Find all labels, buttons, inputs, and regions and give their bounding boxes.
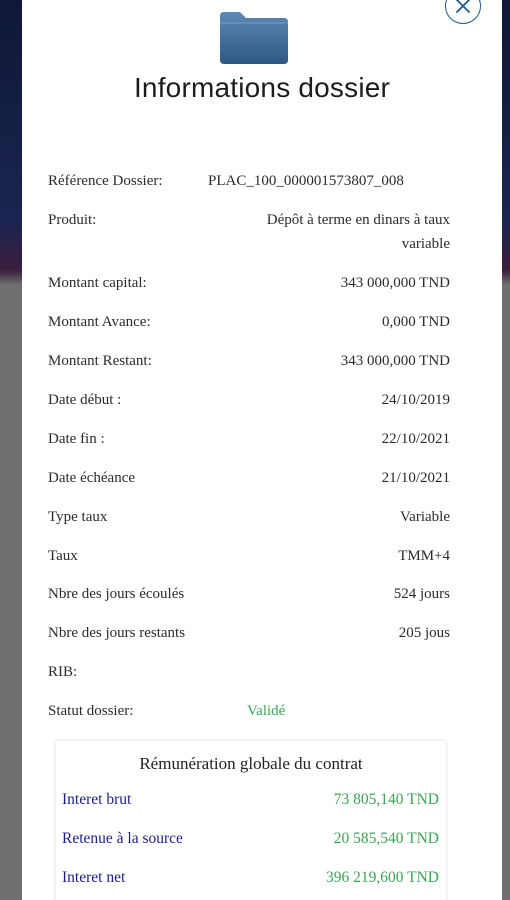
date-fin-value: 22/10/2021: [381, 430, 450, 447]
montant-avance-value: 0,000 TND: [381, 314, 450, 331]
detail-row-montant-capital: [48, 271, 450, 296]
montant-capital-value: 343 000,000 TND: [340, 275, 450, 292]
close-icon: [454, 0, 472, 15]
retenue-source-label: Retenue à la source: [62, 830, 183, 847]
date-echeance-label: Date échéance: [48, 469, 136, 486]
detail-row-rib: [48, 660, 450, 685]
rib-label: RIB:: [48, 664, 78, 681]
remuneration-title: Rémunération globale du contrat: [139, 754, 363, 773]
detail-row-date-debut: [48, 388, 450, 413]
montant-avance-label: Montant Avance:: [48, 314, 151, 331]
date-debut-value: 24/10/2019: [381, 391, 450, 408]
date-fin-label: Date fin :: [48, 430, 105, 447]
produit-value: Dépôt à terme en dinars à taux variable: [266, 211, 450, 253]
close-button[interactable]: [445, 0, 481, 24]
detail-row-jours-restants: [48, 621, 450, 646]
status-badge: Validé: [247, 703, 286, 720]
detail-row-statut: [48, 699, 450, 724]
detail-row-montant-avance: [48, 310, 450, 335]
statut-label: Statut dossier:: [48, 703, 134, 720]
produit-label: Produit:: [48, 211, 97, 228]
detail-row-montant-restant: [48, 349, 450, 374]
taux-label: Taux: [48, 547, 78, 564]
folder-icon: [218, 10, 290, 66]
remuneration-row-interet-brut: [56, 788, 446, 812]
remuneration-row-retenue-source: [56, 827, 446, 851]
jours-ecoules-value: 524 jours: [393, 586, 450, 603]
reference-label: Référence Dossier:: [48, 173, 163, 189]
detail-row-taux: [48, 544, 450, 569]
interet-brut-value: 73 805,140 TND: [333, 791, 439, 808]
detail-row-date-echeance: [48, 466, 450, 491]
detail-row-type-taux: [48, 505, 450, 530]
montant-capital-label: Montant capital:: [48, 275, 147, 292]
jours-restants-label: Nbre des jours restants: [48, 625, 186, 642]
jours-restants-value: 205 jous: [398, 625, 450, 642]
taux-value: TMM+4: [398, 547, 450, 564]
montant-restant-label: Montant Restant:: [48, 353, 152, 370]
detail-row-date-fin: [48, 427, 450, 452]
interet-net-value: 396 219,600 TND: [326, 869, 439, 886]
date-debut-label: Date début :: [48, 391, 122, 408]
remuneration-row-interet-net: [56, 866, 446, 890]
details-list: [48, 169, 450, 738]
dossier-info-modal: [22, 0, 502, 900]
detail-row-jours-ecoules: [48, 582, 450, 607]
interet-net-label: Interet net: [62, 869, 126, 886]
retenue-source-value: 20 585,540 TND: [333, 830, 439, 847]
interet-brut-label: Interet brut: [62, 791, 132, 808]
montant-restant-value: 343 000,000 TND: [340, 353, 450, 370]
remuneration-card: [56, 741, 446, 900]
type-taux-value: Variable: [400, 508, 450, 525]
reference-value: PLAC_100_000001573807_008: [208, 173, 404, 189]
detail-row-produit: [48, 208, 450, 257]
jours-ecoules-label: Nbre des jours écoulés: [48, 586, 185, 603]
modal-title: Informations dossier: [133, 72, 391, 103]
date-echeance-value: 21/10/2021: [381, 469, 450, 486]
detail-row-reference: [48, 169, 450, 194]
type-taux-label: Type taux: [48, 508, 108, 525]
